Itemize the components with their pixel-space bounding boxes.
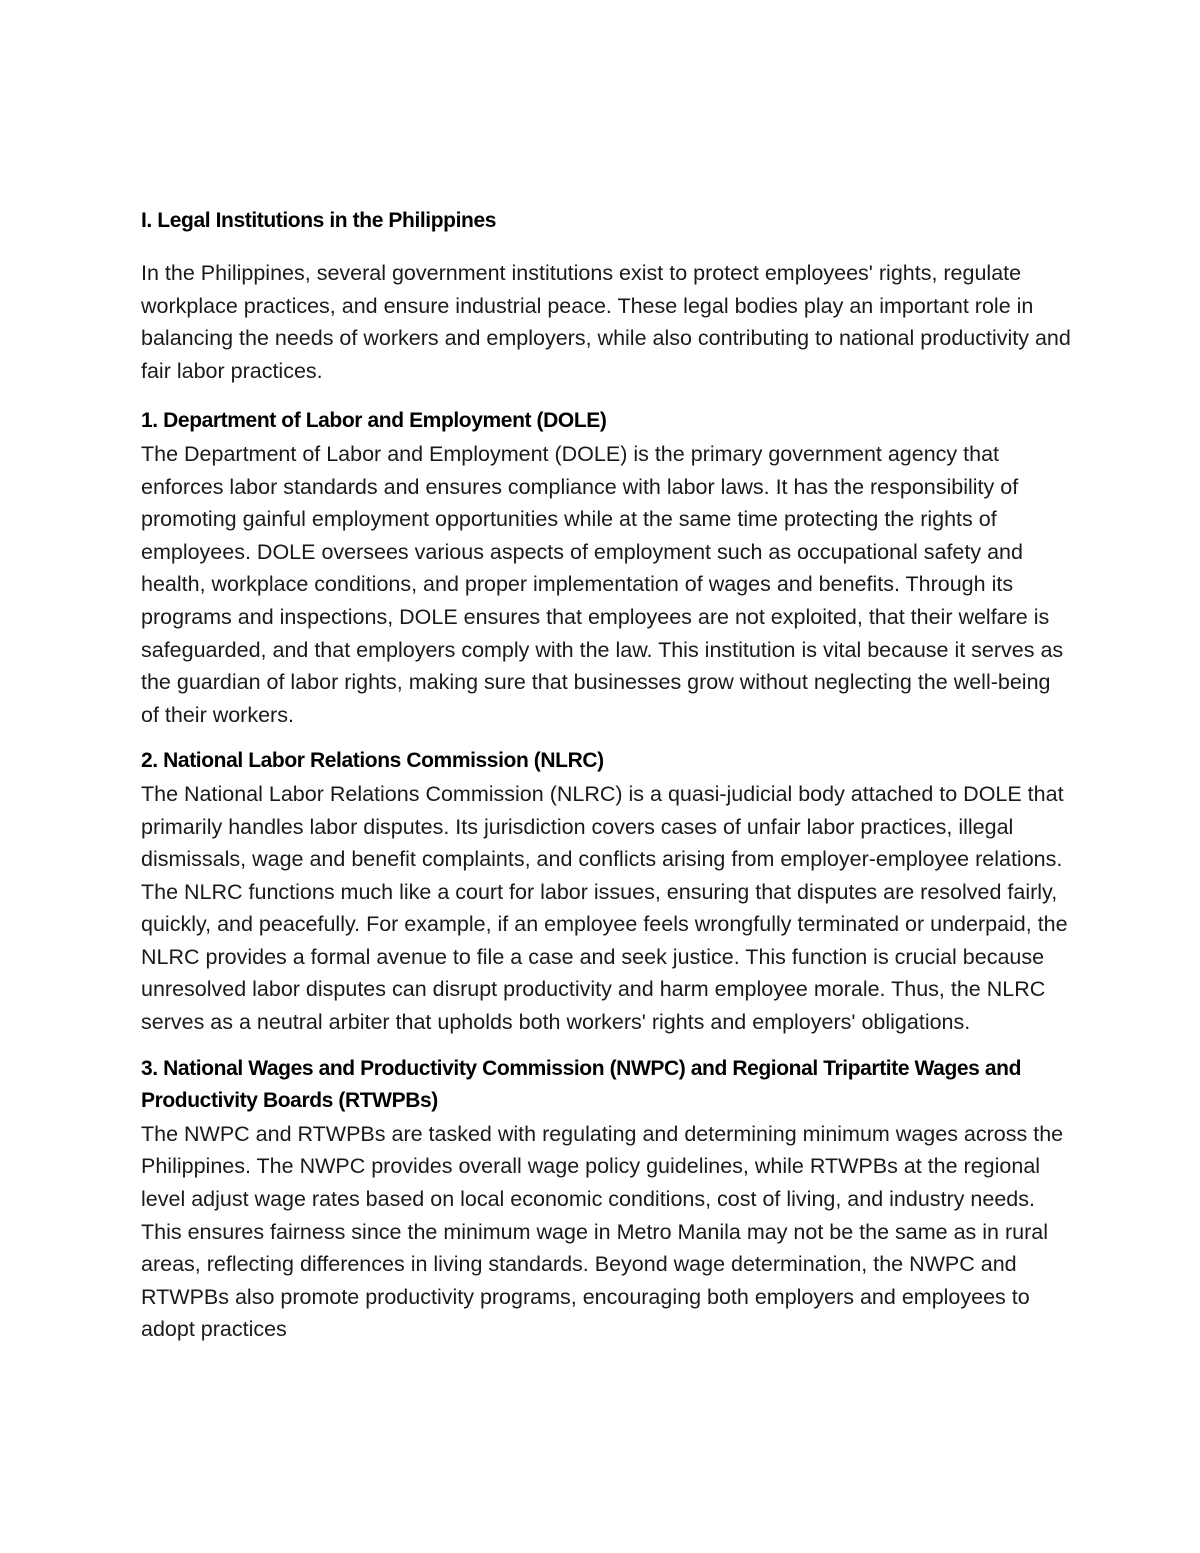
section-body-dole: The Department of Labor and Employment (DOLE) is the primary government agency that enforces labor standards and ensures compliance with labor laws. It has the responsibility of promoting gainful employment opportunities while at the same time protecting the rights of employees. DOLE oversees various aspects of employment such as occupational safety and health, workplace conditions, and proper implementation of wages and benefits. Through its programs and inspections, DOLE ensures that employees are not exploited, that their welfare is safeguarded, and that employers comply with the law. This institution is vital because it serves as the guardian of labor rights, making sure that businesses grow without neglecting the well-being of their workers. — [141, 441, 1064, 727]
section-nlrc — [141, 745, 1071, 1038]
section-body-nwpc: The NWPC and RTWPBs are tasked with regulating and determining minimum wages across the Philippines. The NWPC provides overall wage policy guidelines, while RTWPBs at the regional level adjust wage rates based on local economic conditions, cost of living, and industry needs. This ensures fairness since the minimum wage in Metro Manila may not be the same as in rural areas, reflecting differences in living standards. Beyond wage determination, the NWPC and RTWPBs also promote productivity programs, encouraging both employers and employees to adopt practices — [141, 1121, 1064, 1342]
section-nwpc — [141, 1053, 1071, 1346]
intro-paragraph: In the Philippines, several government institutions exist to protect employees' rights, regulate workplace practices, and ensure industrial peace. These legal bodies play an important role in balancing the needs of workers and employers, while also contributing to national productivity and fair labor practices. — [141, 261, 1071, 383]
section-heading-nlrc: 2. National Labor Relations Commission (NLRC) — [141, 749, 604, 773]
section-body-nlrc: The National Labor Relations Commission (NLRC) is a quasi-judicial body attached to DOLE that primarily handles labor disputes. Its jurisdiction covers cases of unfair labor practices, illegal dismissals, wage and benefit complaints, and conflicts arising from employer-employee relations. The NLRC functions much like a court for labor issues, ensuring that disputes are resolved fairly, quickly, and peacefully. For example, if an employee feels wrongfully terminated or underpaid, the NLRC provides a formal avenue to file a case and seek justice. This function is crucial because unresolved labor disputes can disrupt productivity and harm employee morale. Thus, the NLRC serves as a neutral arbiter that upholds both workers' rights and employers' obligations. — [141, 781, 1068, 1035]
section-title: I. Legal Institutions in the Philippines — [141, 209, 497, 232]
document-page — [141, 205, 1071, 1360]
section-dole — [141, 405, 1071, 731]
section-heading-dole: 1. Department of Labor and Employment (DOLE) — [141, 409, 607, 433]
section-heading-nwpc: 3. National Wages and Productivity Commission (NWPC) and Regional Tripartite Wages and Productivity Boards (RTWPBs) — [141, 1056, 1022, 1113]
